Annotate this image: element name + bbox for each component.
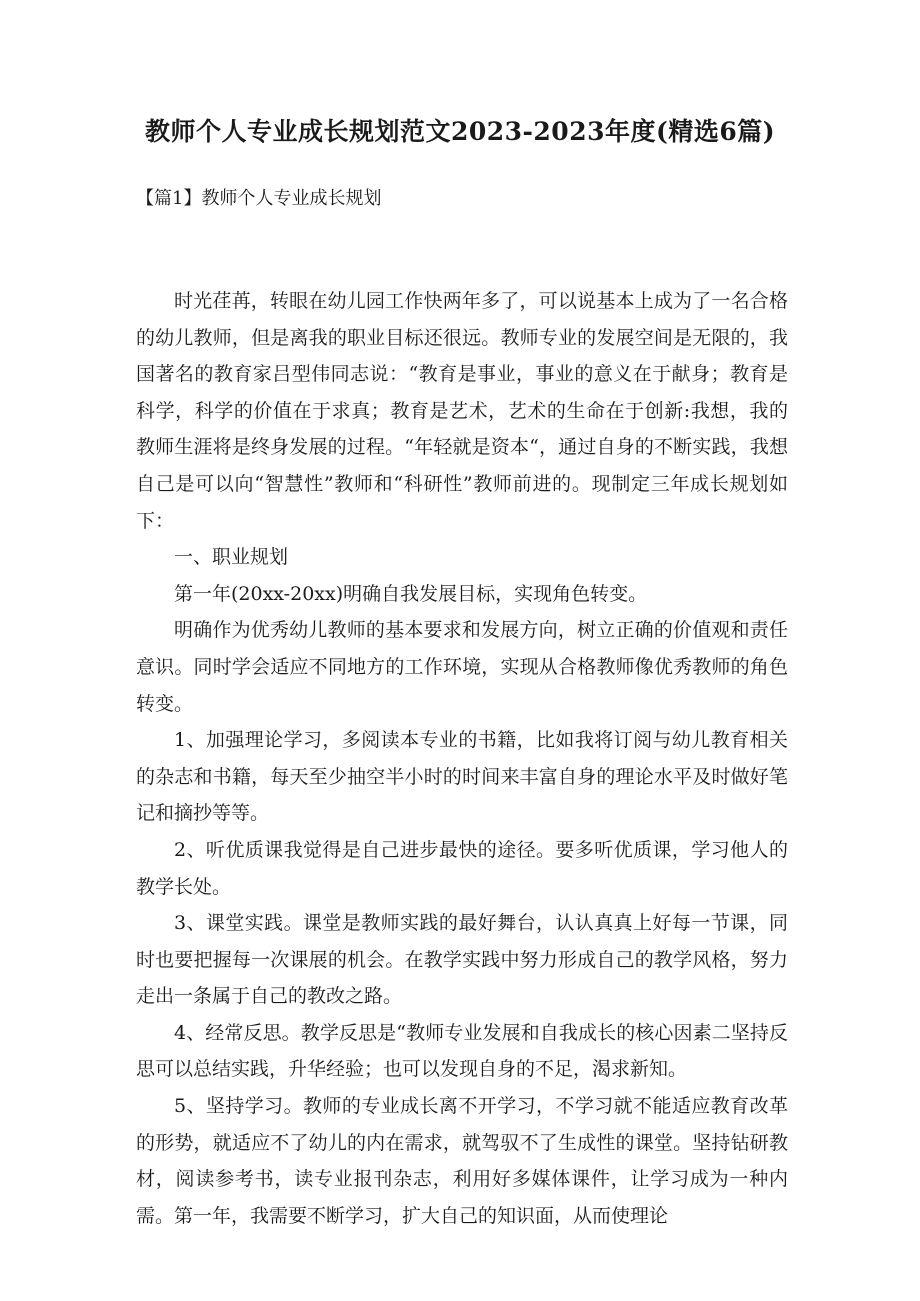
paragraph-item-2: 2、听优质课我觉得是自己进步最快的途径。要多听优质课，学习他人的教学长处。: [136, 838, 788, 898]
paragraph-item-5: 5、坚持学习。教师的专业成长离不开学习，不学习就不能适应教育改革的形势，就适应不了幼儿的内在需求，就驾驭不了生成性的课堂。坚持钻研教材，阅读参考书，读专业报刊杂志，利用好多媒体课件，让学习成为一种内需。第一年，我需要不断学习，扩大自己的知识面，从而使理论: [136, 1095, 788, 1227]
document-body: [136, 283, 788, 1234]
section-heading: 【篇1】教师个人专业成长规划: [136, 188, 382, 209]
paragraph-item-3: 3、课堂实践。课堂是教师实践的最好舞台，认认真真上好每一节课，同时也要把握每一次课展的机会。在教学实践中努力形成自己的教学风格，努力走出一条属于自己的教改之路。: [136, 912, 788, 1008]
document-title: 教师个人专业成长规划范文2023-2023年度(精选6篇): [144, 117, 776, 146]
paragraph-item-1: 1、加强理论学习，多阅读本专业的书籍，比如我将订阅与幼儿教育相关的杂志和书籍，每天至少抽空半小时的时间来丰富自身的理论水平及时做好笔记和摘抄等等。: [136, 729, 788, 825]
paragraph-goal: 明确作为优秀幼儿教师的基本要求和发展方向，树立正确的价值观和责任意识。同时学会适应不同地方的工作环境，实现从合格教师像优秀教师的角色转变。: [136, 619, 788, 715]
paragraph-intro: 时光荏苒，转眼在幼儿园工作快两年多了，可以说基本上成为了一名合格的幼儿教师，但是离我的职业目标还很远。教师专业的发展空间是无限的，我国著名的教育家吕型伟同志说：“教育是事业，事业的意义在于献身；教育是科学，科学的价值在于求真；教育是艺术，艺术的生命在于创新:我想，我的教师生涯将是终身发展的过程。“年轻就是资本“，通过自身的不断实践，我想自己是可以向“智慧性”教师和“科研性”教师前进的。现制定三年成长规划如下：: [136, 290, 788, 532]
paragraph-career-plan-heading: 一、职业规划: [174, 546, 289, 569]
paragraph-item-4: 4、经常反思。教学反思是“教师专业发展和自我成长的核心因素二坚持反思可以总结实践，升华经验；也可以发现自身的不足，渴求新知。: [136, 1021, 788, 1081]
paragraph-first-year: 第一年(20xx-20xx)明确自我发展目标，实现角色转变。: [174, 582, 648, 605]
